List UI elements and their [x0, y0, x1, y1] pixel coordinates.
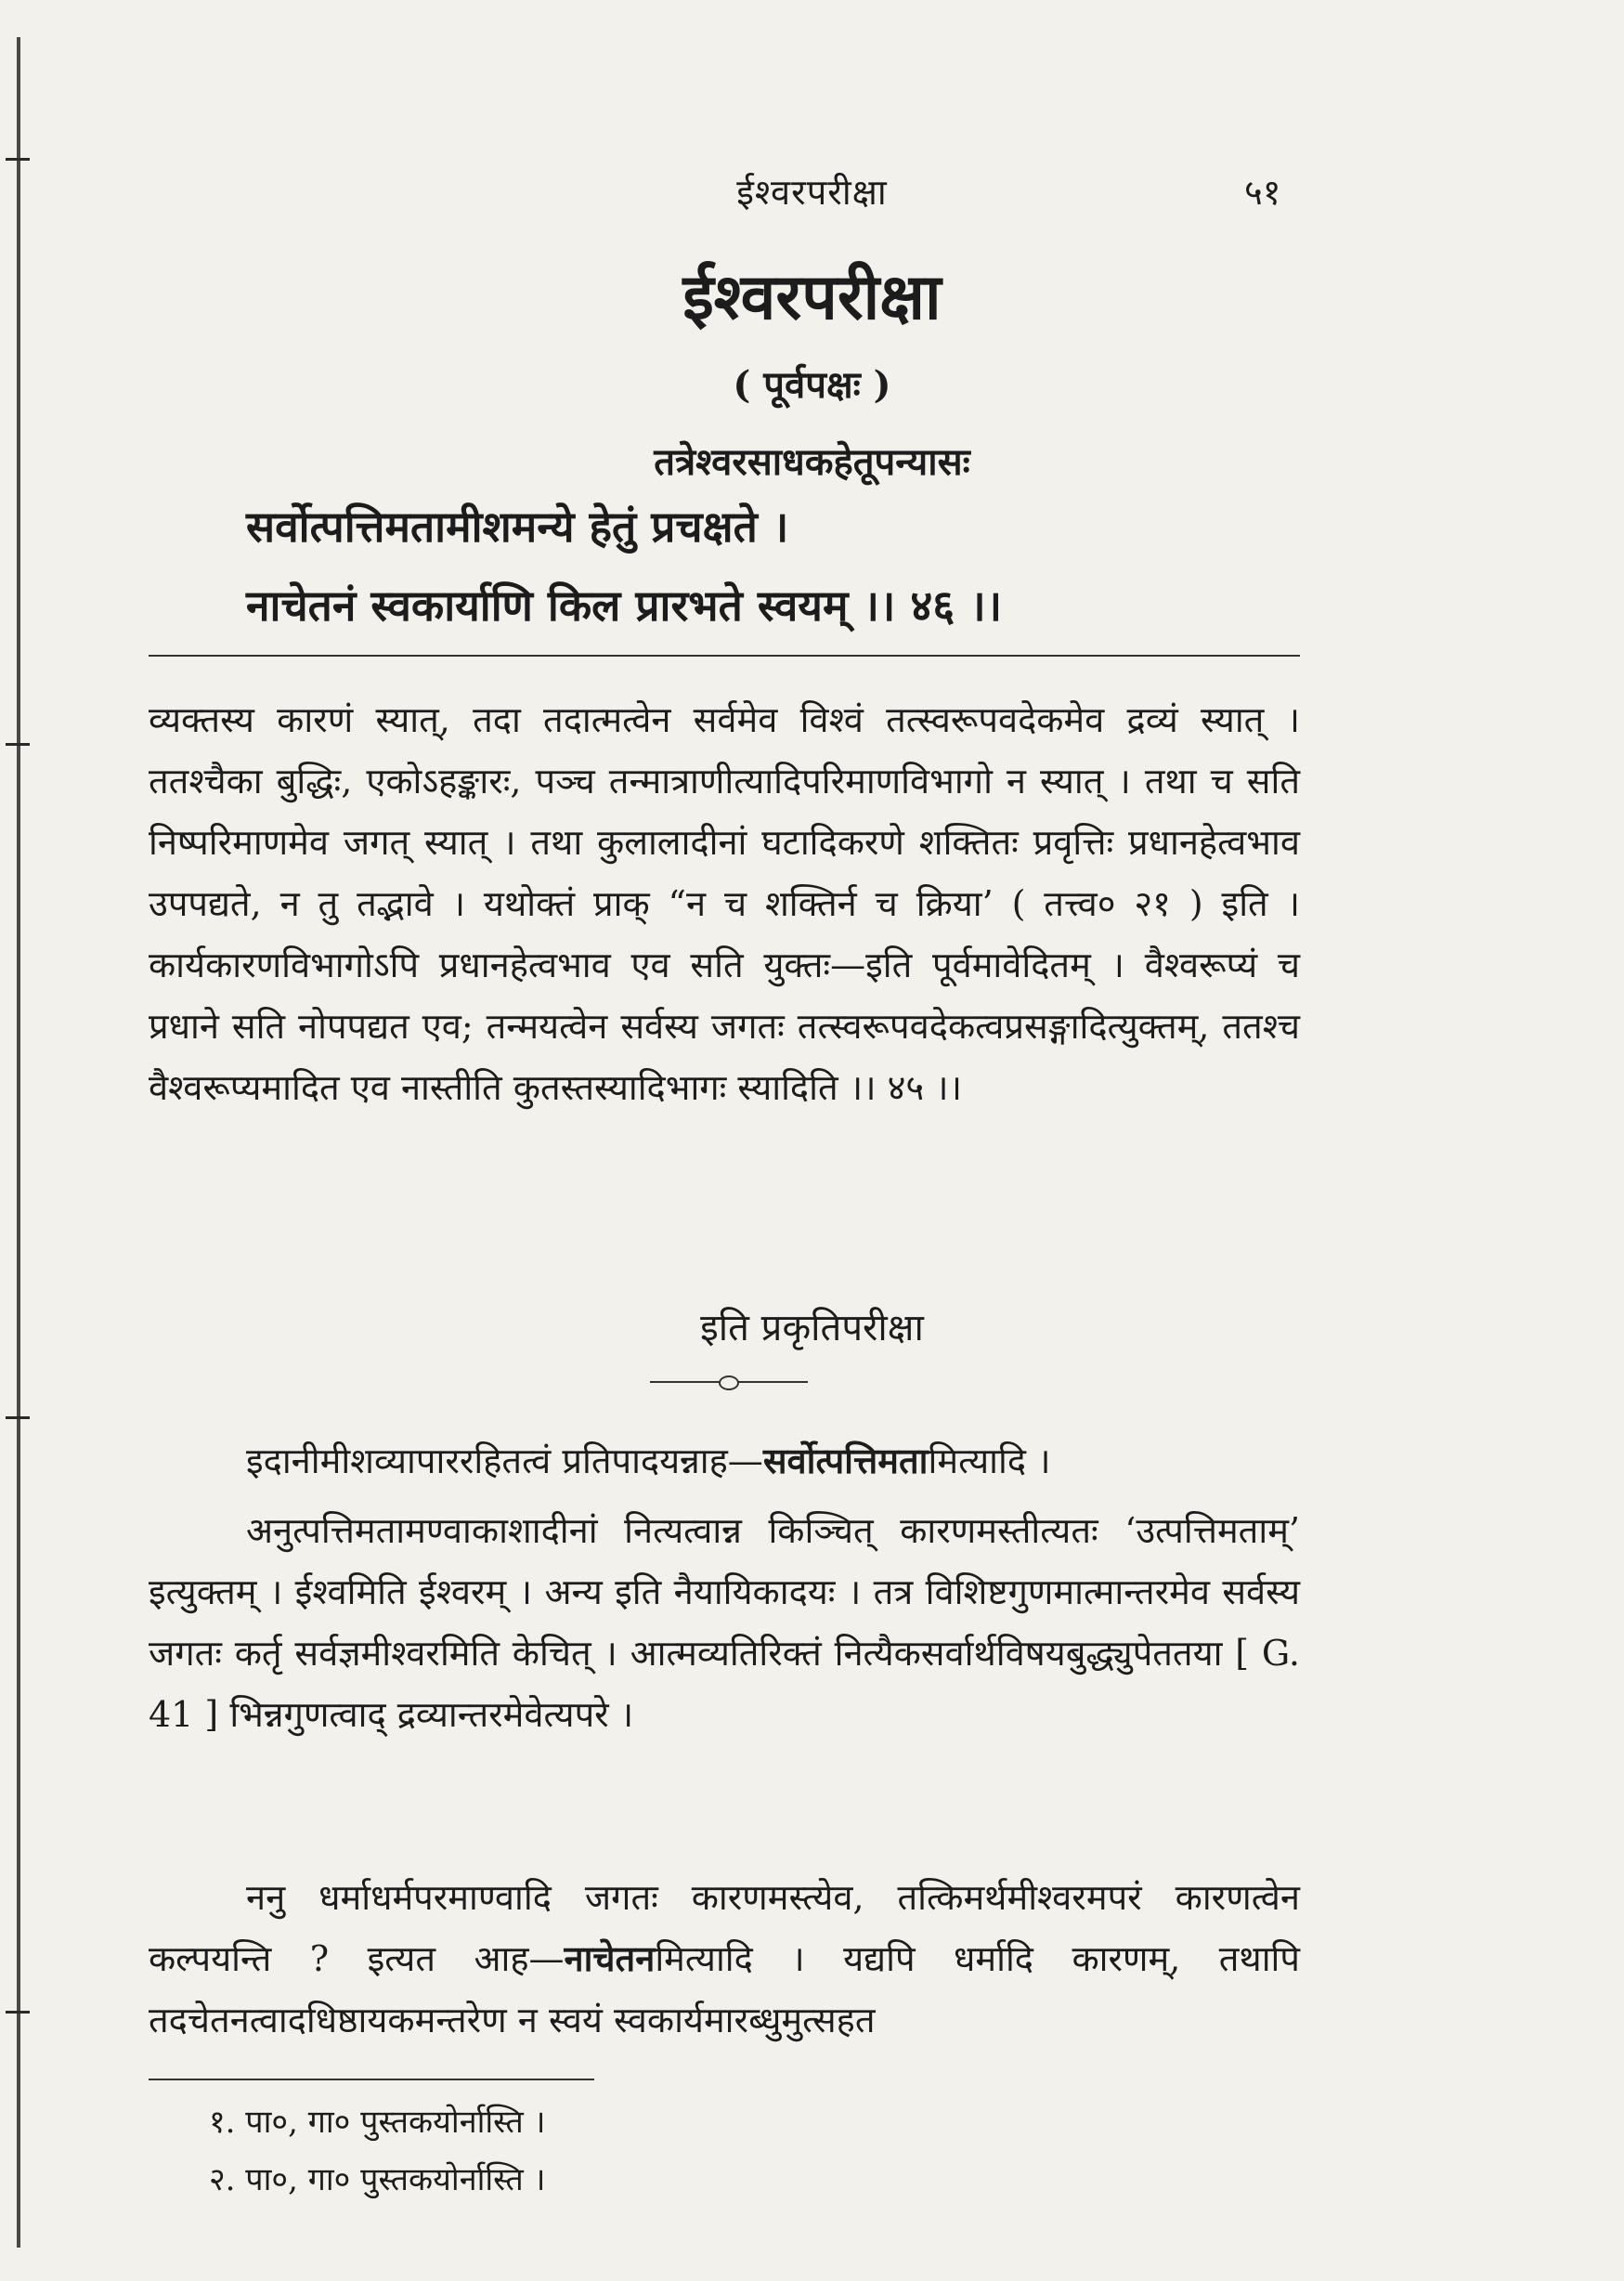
ornament-dot — [719, 1375, 739, 1390]
paragraph-2-keyword: सर्वोत्पत्तिमता — [762, 1440, 929, 1481]
binding-tick — [6, 743, 30, 746]
verse-divider — [149, 655, 1300, 657]
binding-tick — [6, 2011, 30, 2014]
paragraph-4 — [149, 1867, 1300, 2051]
paragraph-2-lead: इदानीमीशव्यापाररहितत्वं प्रतिपादयन्नाह— — [246, 1440, 763, 1481]
verse-line-2: नाचेतनं स्वकार्याणि किल प्रारभते स्वयम् ।। ४६ ।। — [246, 580, 1003, 631]
verse-line-1: सर्वोत्पत्तिमतामीशमन्ये हेतुं प्रचक्षते । — [246, 502, 789, 552]
paragraph-4-lead: ननु धर्माधर्मपरमाण्वादि जगतः कारणमस्त्येव, तत्किमर्थमीश्वरमपरं कारणत्वेन कल्पयन्ति ? इत्यत आह— — [149, 1877, 1300, 1979]
section-colophon: इति प्रकृतिपरीक्षा — [700, 1307, 924, 1349]
paragraph-3: अनुत्पत्तिमतामण्वाकाशादीनां नित्यत्वान्न किञ्चित् कारणमस्तीत्यतः ‘उत्पत्तिमताम्’ इत्युक्तम् । ईश्वमिति ईश्वरम् । अन्य इति नैयायिकादयः । तत्र विशिष्टगुणमात्मान्तरमेव सर्वस्य जगतः कर्तृ सर्वज्ञमीश्वरमिति केचित् । आत्मव्यतिरिक्तं नित्यैकसर्वार्थविषयबुद्ध्युपेततया [ G. 41 ] भिन्नगुणत्वाद् द्रव्यान्तरमेवेत्यपरे । — [149, 1510, 1300, 1735]
footnote-divider — [149, 2079, 594, 2080]
binding-tick — [6, 158, 30, 161]
paragraph-4-tail: मित्यादि । यद्यपि धर्मादि कारणम्, तथापि तदचेतनत्वादधिष्ठायकमन्तरेण न स्वयं स्वकार्यमारब्धुमुत्सहत — [149, 1938, 1300, 2040]
subtitle: ( पूर्वपक्षः ) — [733, 363, 891, 407]
paragraph-2-tail: मित्यादि । — [928, 1440, 1051, 1481]
page-title: ईश्वरपरीक्षा — [682, 260, 942, 334]
paragraph-4-keyword: नाचेतन — [564, 1937, 656, 1979]
paragraph-1: व्यक्तस्य कारणं स्यात्, तदा तदात्मत्वेन सर्वमेव विश्वं तत्स्वरूपवदेकमेव द्रव्यं स्यात् । ततश्चैका बुद्धिः, एकोऽहङ्कारः, पञ्च तन्मात्राणीत्यादिपरिमाणविभागो न स्यात् । तथा च सति निष्परिमाणमेव जगत् स्यात् । तथा कुलालादीनां घटादिकरणे शक्तितः प्रवृत्तिः प्रधानहेत्वभाव उपपद्यते, न तु तद्भावे । यथोक्तं प्राक् “न च शक्तिर्न च क्रिया’ ( तत्त्व० २१ ) इति । कार्यकारणविभागोऽपि प्रधानहेत्वभाव एव सति युक्तः—इति पूर्वमावेदितम् । वैश्वरूप्यं च प्रधाने सति नोपपद्यत एव; तन्मयत्वेन सर्वस्य जगतः तत्स्वरूपवदेकत्वप्रसङ्गादित्युक्तम्, ततश्च वैश्वरूप्यमादित एव नास्तीति कुतस्तस्यादिभागः स्यादिति ।। ४५ ।। — [149, 699, 1300, 1108]
footnote-2: २. पा०, गा० पुस्तकयोर्नास्ति । — [209, 2161, 546, 2198]
footnote-1: १. पा०, गा० पुस्तकयोर्नास्ति । — [209, 2104, 546, 2141]
binding-tick — [6, 1416, 30, 1419]
page-number: ५१ — [1244, 172, 1281, 213]
paragraph-2 — [149, 1430, 1300, 1492]
section-heading: तत्रेश्वरसाधकहेतूपन्यासः — [654, 440, 970, 484]
running-title: ईश्वरपरीक्षा — [736, 172, 888, 213]
